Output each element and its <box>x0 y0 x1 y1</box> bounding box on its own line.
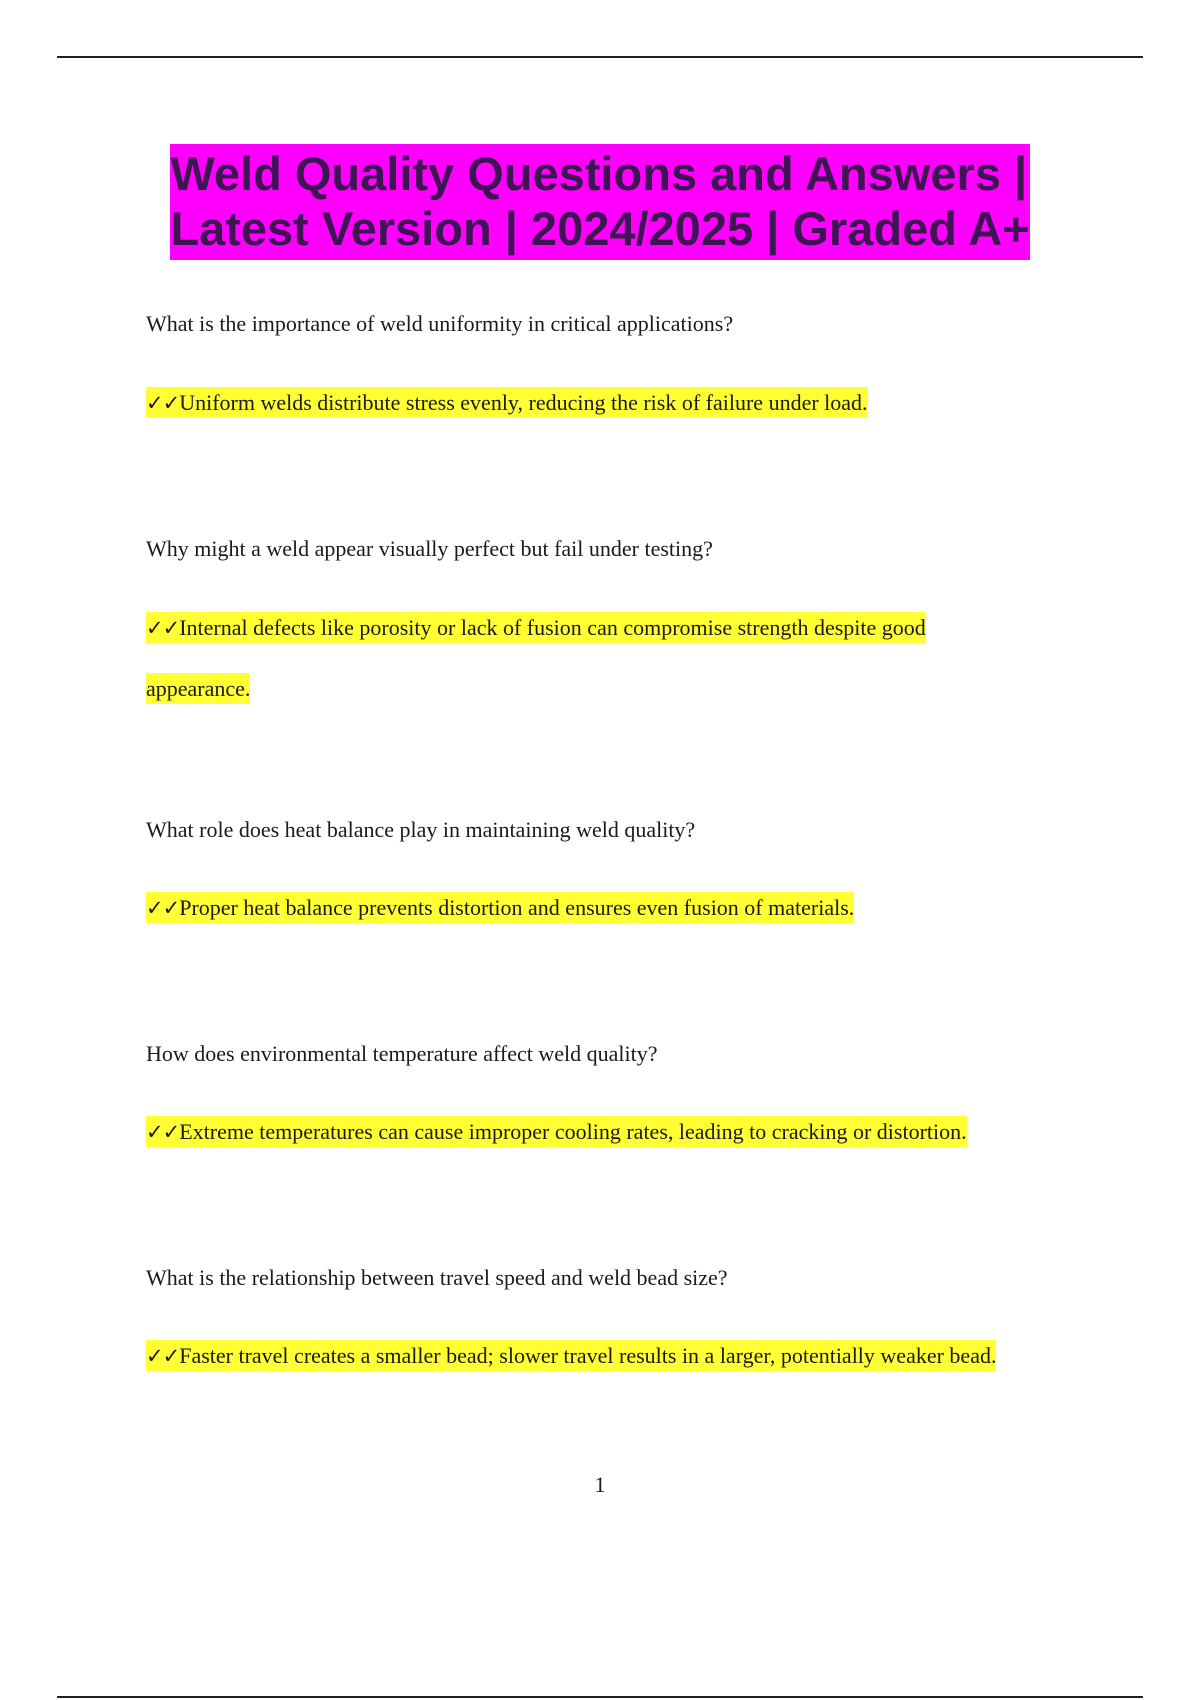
answer-text: Uniform welds distribute stress evenly, reducing the risk of failure under load. <box>179 390 868 415</box>
answer-5 <box>146 1325 1106 1386</box>
question-1: What is the importance of weld uniformity in critical applications? <box>146 311 734 336</box>
document-title <box>170 144 1029 260</box>
checkmark-icon: ✓✓ <box>146 391 180 415</box>
answer-text: Faster travel creates a smaller bead; slower travel results in a larger, potentially weaker bead. <box>179 1343 997 1368</box>
top-rule <box>57 56 1143 58</box>
question-4: How does environmental temperature affect weld quality? <box>146 1041 658 1066</box>
checkmark-icon: ✓✓ <box>146 616 180 640</box>
question-3: What role does heat balance play in maintaining weld quality? <box>146 817 696 842</box>
checkmark-icon: ✓✓ <box>146 896 180 920</box>
question-2: Why might a weld appear visually perfect but fail under testing? <box>146 536 713 561</box>
page-number: 1 <box>594 1472 606 1497</box>
answer-text: Extreme temperatures can cause improper cooling rates, leading to cracking or distortion. <box>179 1119 967 1144</box>
answer-4 <box>146 1101 1106 1162</box>
answer-text: Internal defects like porosity or lack of fusion can compromise strength despite good appearance. <box>146 615 926 701</box>
answer-2 <box>146 597 1016 719</box>
answer-3 <box>146 877 1106 938</box>
answer-text: Proper heat balance prevents distortion and ensures even fusion of materials. <box>179 895 855 920</box>
question-5: What is the relationship between travel speed and weld bead size? <box>146 1265 728 1290</box>
answer-1 <box>146 372 1106 433</box>
bottom-rule <box>57 1696 1143 1698</box>
title-line-2: Latest Version | 2024/2025 | Graded A+ <box>170 202 1030 255</box>
checkmark-icon: ✓✓ <box>146 1120 180 1144</box>
checkmark-icon: ✓✓ <box>146 1344 180 1368</box>
title-line-1: Weld Quality Questions and Answers | <box>170 147 1028 200</box>
title-block <box>0 144 1200 260</box>
